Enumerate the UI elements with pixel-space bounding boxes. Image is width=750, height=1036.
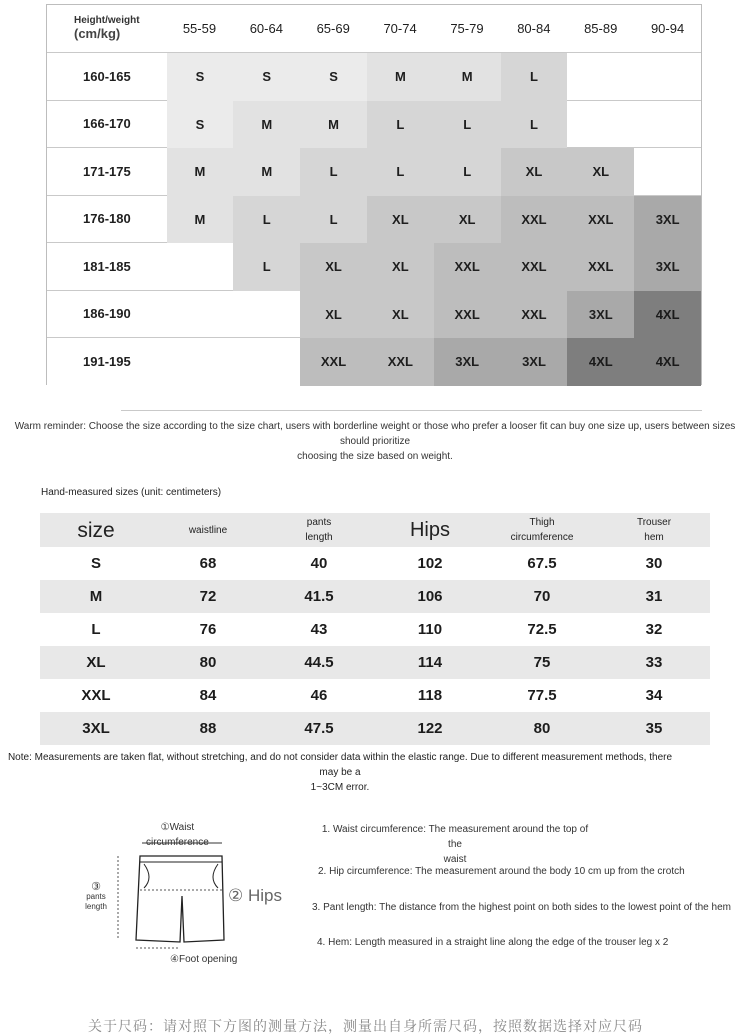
empty-cell: [634, 53, 701, 101]
empty-cell: [634, 101, 701, 149]
size-cell: 4XL: [634, 338, 701, 386]
size-cell: M: [167, 148, 234, 196]
waist-label-line2: circumference: [146, 837, 209, 848]
table-cell: 47.5: [304, 720, 334, 737]
table-cell: 40: [310, 555, 328, 572]
table-cell: 118: [417, 687, 443, 704]
shorts-diagram: [84, 818, 284, 968]
hand-measured-header-row: [40, 513, 710, 547]
table-cell: 44.5: [304, 654, 334, 671]
weight-column-header: 55-59: [166, 5, 233, 53]
size-cell: XL: [300, 243, 367, 291]
size-cell: XXL: [434, 243, 501, 291]
size-cell: XXL: [567, 243, 634, 291]
section-divider: [121, 410, 702, 411]
hips-label: ② Hips: [228, 886, 282, 905]
hand-measured-table: [40, 513, 710, 745]
table-row: [40, 580, 710, 613]
weight-column-header: 60-64: [233, 5, 300, 53]
table-cell: XL: [86, 654, 106, 671]
header-waistline: waistline: [188, 524, 228, 536]
length-number: ③: [91, 881, 101, 893]
table-cell: 35: [645, 720, 663, 737]
size-cell: XXL: [567, 196, 634, 244]
size-chart-row: [47, 101, 701, 149]
size-cell: L: [434, 148, 501, 196]
corner-label-line1: Height/weight: [74, 15, 140, 26]
header-trouser-hem: Trouser hem: [636, 517, 672, 543]
size-cell: M: [167, 196, 234, 244]
table-cell: 43: [310, 621, 328, 638]
size-cell: XXL: [367, 338, 434, 386]
empty-cell: [567, 101, 634, 149]
table-cell: L: [91, 621, 101, 638]
size-cell: XL: [501, 148, 568, 196]
size-cell: XL: [567, 148, 634, 196]
table-row: [40, 679, 710, 712]
length-label-line2: length: [85, 902, 107, 911]
size-cell: S: [300, 53, 367, 101]
length-label-line1: pants: [86, 892, 106, 901]
reminder-line2: choosing the size based on weight.: [297, 451, 453, 462]
table-cell: 72: [199, 588, 217, 605]
step-1-line1: 1. Waist circumference: The measurement around the top of the: [321, 824, 589, 850]
weight-column-header: 65-69: [300, 5, 367, 53]
height-row-header: 186-190: [47, 291, 167, 339]
weight-column-header: 85-89: [567, 5, 634, 53]
measurement-note: [0, 750, 680, 795]
table-cell: 84: [199, 687, 217, 704]
table-cell: 3XL: [82, 720, 110, 737]
size-chart-row: [47, 196, 701, 244]
empty-cell: [167, 243, 234, 291]
table-cell: S: [90, 555, 101, 572]
size-cell: XL: [300, 291, 367, 339]
table-cell: 114: [417, 654, 443, 671]
empty-cell: [167, 291, 234, 339]
height-row-header: 171-175: [47, 148, 167, 196]
size-cell: XXL: [434, 291, 501, 339]
height-row-header: 166-170: [47, 101, 167, 149]
step-1: [320, 822, 590, 867]
warm-reminder: [0, 419, 750, 464]
table-cell: 76: [199, 621, 217, 638]
step-1-line2: waist: [443, 854, 467, 865]
size-cell: XXL: [501, 243, 568, 291]
height-row-header: 181-185: [47, 243, 167, 291]
size-cell: XL: [367, 291, 434, 339]
waist-label: [146, 820, 209, 850]
table-cell: 77.5: [527, 687, 557, 704]
table-cell: 102: [417, 555, 443, 572]
size-cell: S: [167, 53, 234, 101]
size-chart-row: [47, 338, 701, 386]
size-guide-footer-text: 关于尺码：请对照下方图的测量方法，测量出自身所需尺码，按照数据选择对应尺码: [88, 1018, 643, 1034]
table-cell: 80: [533, 720, 551, 737]
size-chart-header-row: [47, 5, 701, 53]
step-2: 2. Hip circumference: The measurement around the body 10 cm up from the crotch: [318, 866, 685, 877]
table-cell: 67.5: [527, 555, 557, 572]
size-cell: L: [300, 196, 367, 244]
table-row: [40, 712, 710, 745]
size-cell: L: [501, 101, 568, 149]
note-line1: Note: Measurements are taken flat, without stretching, and do not consider data within the elastic range. Due to different measurement methods, there may be a: [7, 752, 673, 778]
table-cell: 34: [645, 687, 663, 704]
size-cell: M: [300, 101, 367, 149]
size-cell: 3XL: [567, 291, 634, 339]
table-cell: 32: [645, 621, 663, 638]
size-cell: 3XL: [434, 338, 501, 386]
size-cell: XL: [367, 196, 434, 244]
size-chart-row: [47, 53, 701, 101]
table-cell: 30: [645, 555, 663, 572]
table-cell: 80: [199, 654, 217, 671]
size-cell: L: [233, 243, 300, 291]
table-cell: 46: [310, 687, 328, 704]
size-cell: L: [367, 101, 434, 149]
empty-cell: [167, 338, 234, 386]
table-cell: 110: [417, 621, 443, 638]
corner-label-line2: (cm/kg): [74, 26, 121, 41]
size-chart-row: [47, 243, 701, 291]
size-cell: S: [233, 53, 300, 101]
note-line2: 1~3CM error.: [310, 782, 370, 793]
size-cell: M: [434, 53, 501, 101]
table-cell: M: [89, 588, 103, 605]
header-size: size: [77, 518, 115, 542]
size-cell: L: [367, 148, 434, 196]
size-cell: L: [300, 148, 367, 196]
table-row: [40, 547, 710, 580]
size-cell: XL: [434, 196, 501, 244]
size-chart-row: [47, 291, 701, 339]
table-cell: 68: [199, 555, 217, 572]
table-cell: 75: [533, 654, 551, 671]
size-cell: L: [233, 196, 300, 244]
foot-opening-label: ④Foot opening: [170, 954, 238, 965]
size-cell: 4XL: [567, 338, 634, 386]
empty-cell: [233, 291, 300, 339]
table-cell: 70: [533, 588, 551, 605]
header-pants-length: pants length: [305, 517, 333, 543]
empty-cell: [233, 338, 300, 386]
step-3: 3. Pant length: The distance from the highest point on both sides to the lowest point of the hem: [312, 902, 731, 913]
table-cell: 122: [417, 720, 443, 737]
weight-column-header: 90-94: [634, 5, 701, 53]
table-cell: 88: [199, 720, 217, 737]
weight-column-header: 70-74: [367, 5, 434, 53]
size-chart-row: [47, 148, 701, 196]
height-row-header: 160-165: [47, 53, 167, 101]
step-4: 4. Hem: Length measured in a straight line along the edge of the trouser leg x 2: [317, 937, 669, 948]
size-chart-table: [46, 4, 702, 385]
size-cell: 3XL: [634, 196, 701, 244]
table-cell: 31: [645, 588, 663, 605]
size-cell: XXL: [501, 196, 568, 244]
waist-label-line1: ①Waist: [160, 822, 195, 833]
header-thigh-circumference: Thigh circumference: [510, 517, 574, 543]
size-chart-corner-label: [47, 5, 166, 53]
table-cell: XXL: [81, 687, 111, 704]
size-cell: L: [501, 53, 568, 101]
size-cell: 4XL: [634, 291, 701, 339]
table-cell: 41.5: [304, 588, 334, 605]
size-cell: XL: [367, 243, 434, 291]
table-row: [40, 646, 710, 679]
reminder-line1: Warm reminder: Choose the size according to the size chart, users with borderline weight or those who prefer a looser fit can buy one size up, users between sizes should prioritize: [14, 421, 736, 447]
table-cell: 106: [417, 588, 443, 605]
empty-cell: [567, 53, 634, 101]
height-row-header: 176-180: [47, 196, 167, 244]
table-row: [40, 613, 710, 646]
size-cell: S: [167, 101, 234, 149]
weight-column-header: 80-84: [500, 5, 567, 53]
table-cell: 72.5: [527, 621, 557, 638]
size-cell: XXL: [501, 291, 568, 339]
size-cell: M: [233, 101, 300, 149]
size-cell: L: [434, 101, 501, 149]
empty-cell: [634, 148, 701, 196]
size-cell: 3XL: [501, 338, 568, 386]
weight-column-header: 75-79: [434, 5, 501, 53]
header-hips: Hips: [409, 518, 450, 541]
size-cell: M: [233, 148, 300, 196]
hand-measured-title: Hand-measured sizes (unit: centimeters): [41, 487, 222, 498]
table-cell: 33: [645, 654, 663, 671]
size-cell: 3XL: [634, 243, 701, 291]
size-cell: XXL: [300, 338, 367, 386]
pants-length-label: [84, 882, 108, 912]
height-row-header: 191-195: [47, 338, 167, 386]
size-cell: M: [367, 53, 434, 101]
